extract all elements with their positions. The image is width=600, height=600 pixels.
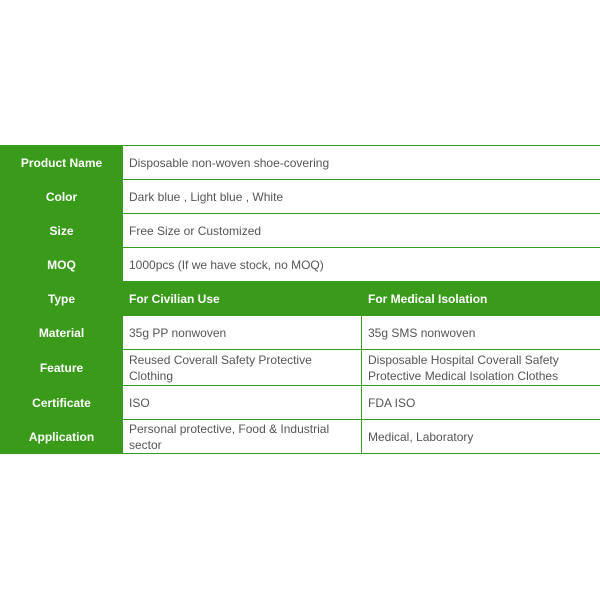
row-label-feature: Feature — [1, 350, 123, 386]
material-civilian: 35g PP nonwoven — [123, 316, 362, 350]
certificate-medical: FDA ISO — [362, 386, 600, 420]
feature-medical: Disposable Hospital Coverall Safety Protective Medical Isolation Clothes — [362, 350, 600, 386]
feature-civilian: Reused Coverall Safety Protective Clothing — [123, 350, 362, 386]
type-medical-header: For Medical Isolation — [362, 282, 600, 316]
type-civilian-header: For Civilian Use — [123, 282, 362, 316]
table-row-product-name — [1, 146, 600, 180]
certificate-civilian: ISO — [123, 386, 362, 420]
material-medical: 35g SMS nonwoven — [362, 316, 600, 350]
table-row-application — [1, 420, 600, 454]
table-row-certificate — [1, 386, 600, 420]
table-row-material — [1, 316, 600, 350]
application-medical: Medical, Laboratory — [362, 420, 600, 454]
table-row-moq — [1, 248, 600, 282]
row-value-product-name: Disposable non-woven shoe-covering — [123, 146, 600, 180]
row-label-type: Type — [1, 282, 123, 316]
product-spec-table — [0, 145, 600, 454]
row-label-application: Application — [1, 420, 123, 454]
row-label-material: Material — [1, 316, 123, 350]
row-label-moq: MOQ — [1, 248, 123, 282]
application-civilian: Personal protective, Food & Industrial sector — [123, 420, 362, 454]
row-value-color: Dark blue , Light blue , White — [123, 180, 600, 214]
row-value-size: Free Size or Customized — [123, 214, 600, 248]
table-row-type — [1, 282, 600, 316]
row-label-size: Size — [1, 214, 123, 248]
table-row-size — [1, 214, 600, 248]
row-label-product-name: Product Name — [1, 146, 123, 180]
row-value-moq: 1000pcs (If we have stock, no MOQ) — [123, 248, 600, 282]
row-label-certificate: Certificate — [1, 386, 123, 420]
table-row-feature — [1, 350, 600, 386]
row-label-color: Color — [1, 180, 123, 214]
table-row-color — [1, 180, 600, 214]
